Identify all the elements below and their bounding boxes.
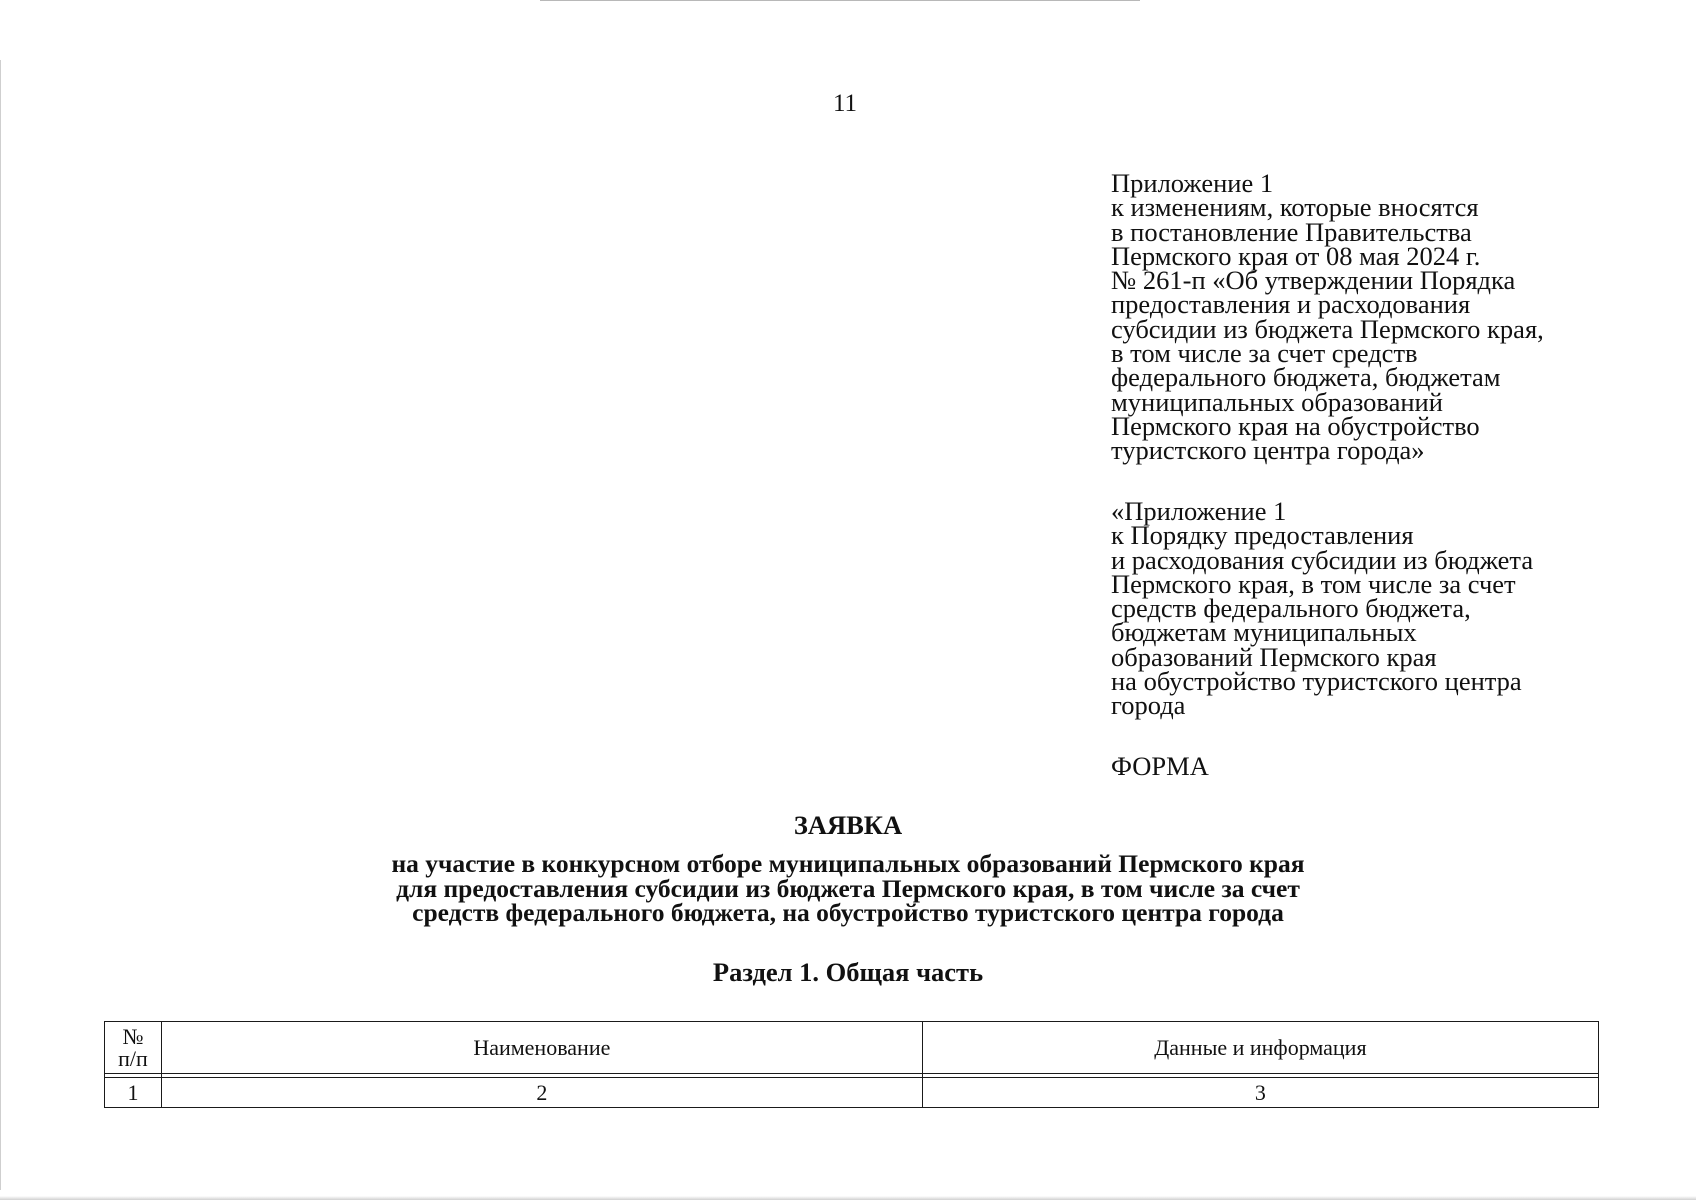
appendix-amendment-line: предоставления и расходования: [1111, 289, 1471, 320]
appendix-order-line: бюджетам муниципальных: [1111, 617, 1417, 648]
appendix-order-line: на обустройство туристского центра: [1111, 666, 1522, 697]
appendix-order-line: Пермского края, в том числе за счет: [1111, 568, 1516, 599]
appendix-order-line: города: [1111, 690, 1186, 721]
appendix-amendment-line: Пермского края от 08 мая 2024 г.: [1111, 240, 1481, 271]
header-cell-number: [105, 1022, 162, 1074]
subtitle-line: на участие в конкурсном отборе муниципальных образований Пермского края: [391, 849, 1305, 878]
page-left-edge: [0, 60, 1, 1190]
header-number-symbol: №: [122, 1023, 144, 1049]
header-cell-data: Данные и информация: [922, 1022, 1598, 1074]
appendix-amendment-line: в том числе за счет средств: [1111, 338, 1418, 369]
appendix-order-line: образований Пермского края: [1111, 641, 1437, 672]
column-number-cell: 1: [105, 1078, 162, 1108]
subtitle-line: для предоставления субсидии из бюджета Пермского края, в том числе за счет: [396, 873, 1300, 903]
form-label: ФОРМА: [1111, 751, 1209, 781]
appendix-amendment-line: федерального бюджета, бюджетам: [1111, 362, 1501, 393]
general-section-table: [104, 1021, 1599, 1108]
section-title: Раздел 1. Общая часть: [712, 957, 984, 987]
appendix-amendment-line: туристского центра города»: [1111, 435, 1425, 466]
column-number-cell: 2: [161, 1078, 922, 1108]
appendix-order-line: средств федерального бюджета,: [1111, 593, 1471, 624]
document-title: ЗАЯВКА: [793, 810, 903, 840]
appendix-amendment-line: к изменениям, которые вносятся: [1111, 192, 1479, 223]
appendix-order-line: «Приложение 1: [1111, 496, 1287, 526]
appendix-amendment-line: Пермского края на обустройство: [1111, 410, 1480, 441]
appendix-amendment-line: № 261-п «Об утверждении Порядка: [1111, 265, 1516, 296]
page-top-edge: [540, 0, 1140, 1]
page-number: 11: [832, 90, 858, 117]
appendix-amendment-block: [1111, 168, 1671, 466]
appendix-order-line: к Порядку предоставления: [1111, 520, 1414, 551]
subtitle-line: средств федерального бюджета, на обустройство туристского центра города: [412, 898, 1284, 927]
page-bottom-edge: [0, 1196, 1696, 1200]
appendix-order-block: [1111, 496, 1671, 721]
header-number-abbrev: п/п: [118, 1045, 148, 1071]
column-number-cell: 3: [922, 1078, 1598, 1108]
appendix-amendment-line: муниципальных образований: [1111, 386, 1443, 417]
table-header-row: [105, 1022, 1599, 1074]
header-cell-name: Наименование: [161, 1022, 922, 1074]
column-number-row: [105, 1078, 1599, 1108]
appendix-order-line: и расходования субсидии из бюджета: [1111, 544, 1534, 575]
appendix-amendment-line: субсидии из бюджета Пермского края,: [1111, 313, 1544, 344]
appendix-amendment-line: в постановление Правительства: [1111, 216, 1472, 247]
appendix-amendment-line: Приложение 1: [1111, 168, 1274, 198]
document-subtitle: [0, 849, 1696, 927]
